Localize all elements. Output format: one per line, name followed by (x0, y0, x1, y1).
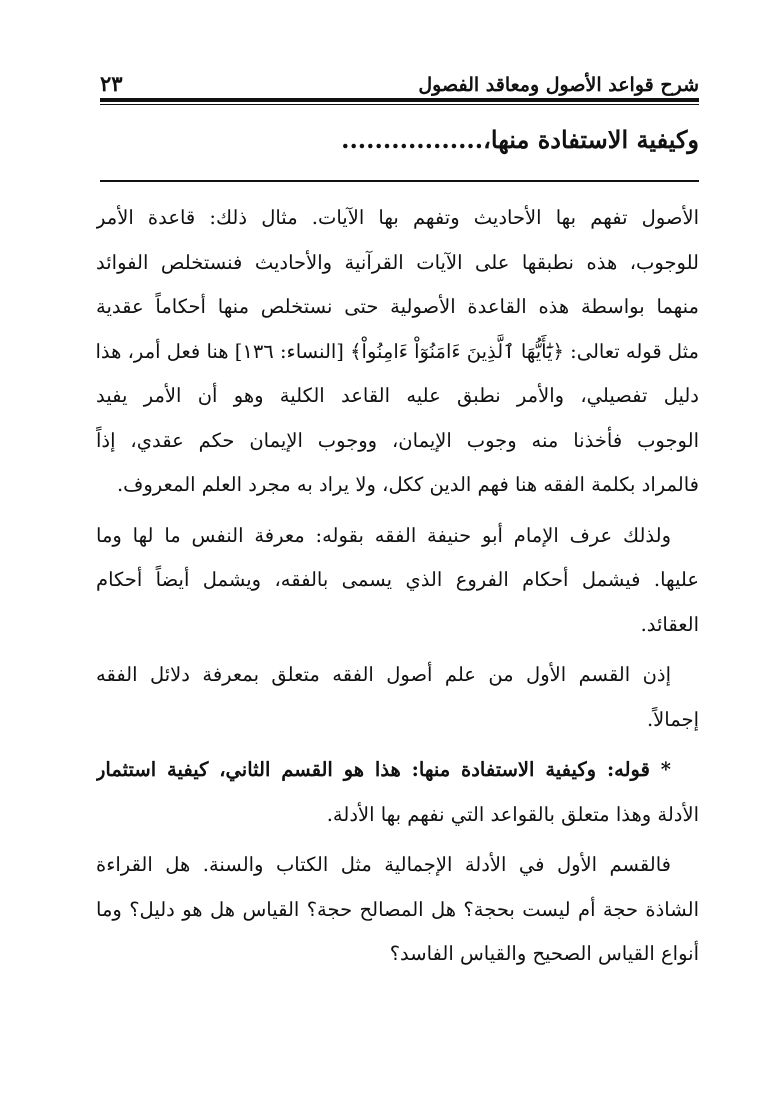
running-header (100, 62, 699, 96)
text-line: الأدلة وهذا متعلق بالقواعد التي نفهم بها الأدلة. (326, 802, 699, 826)
header-rule-thin (100, 104, 699, 105)
text-line: فالمراد بكلمة الفقه هنا فهم الدين ككل، ولا يراد به مجرد العلم المعروف. (116, 473, 699, 496)
text-line: إذن القسم الأول من علم أصول الفقه متعلق بمعرفة دلائل الفقه (96, 663, 671, 686)
text-line: منهما بواسطة هذه القاعدة الأصولية حتى نستخلص منها أحكاماً عقدية (96, 295, 699, 318)
text-line: ولذلك عرف الإمام أبو حنيفة الفقه بقوله: معرفة النفس ما لها وما (96, 523, 671, 547)
paragraph-5 (96, 843, 699, 977)
text-line: أنواع القياس الصحيح والقياس الفاسد؟ (389, 942, 699, 965)
paragraph-4 (96, 748, 699, 837)
text-line: فالقسم الأول في الأدلة الإجمالية مثل الكتاب والسنة. هل القراءة (96, 853, 671, 876)
text-line: للوجوب، هذه نطبقها على الآيات القرآنية والأحاديث فنستخلص الفوائد (96, 250, 699, 274)
text-line: الوجوب فأخذنا منه وجوب الإيمان، ووجوب الإيمان حكم عقدي، إذاً (96, 428, 699, 452)
text-line: الشاذة حجة أم ليست بحجة؟ هل المصالح حجة؟ القياس هل هو دليل؟ وما (96, 897, 699, 921)
text-line: * قوله: وكيفية الاستفادة منها: هذا هو القسم الثاني، كيفية استثمار (96, 758, 671, 781)
excerpt-divider (100, 180, 699, 182)
paragraph-2 (96, 514, 699, 648)
text-line: عليها. فيشمل أحكام الفروع الذي يسمى بالفقه، ويشمل أيضاً أحكام (96, 568, 699, 591)
matn-excerpt: وكيفية الاستفادة منها،................. (341, 125, 699, 154)
text-line: دليل تفصيلي، والأمر نطبق عليه القاعد الكلية وهو أن الأمر يفيد (96, 384, 699, 407)
commentary-body (96, 196, 699, 983)
text-line: العقائد. (640, 612, 699, 636)
header-rule-thick (100, 98, 699, 102)
text-line: الأصول تفهم بها الأحاديث وتفهم بها الآيات. مثال ذلك: قاعدة الأمر (96, 206, 699, 229)
text-line: مثل قوله تعالى: ﴿يَٰٓأَيُّهَا ٱلَّذِينَ ءَامَنُوٓاْ ءَامِنُواْ﴾ [النساء: ١٣٦] هنا فعل أمر، هذا (96, 339, 699, 363)
header-title: شرح قواعد الأصول ومعاقد الفصول (418, 74, 699, 96)
text-line: إجمالاً. (646, 707, 699, 731)
paragraph-1 (96, 196, 699, 508)
page-number: ٢٣ (100, 71, 123, 96)
paragraph-3 (96, 653, 699, 742)
